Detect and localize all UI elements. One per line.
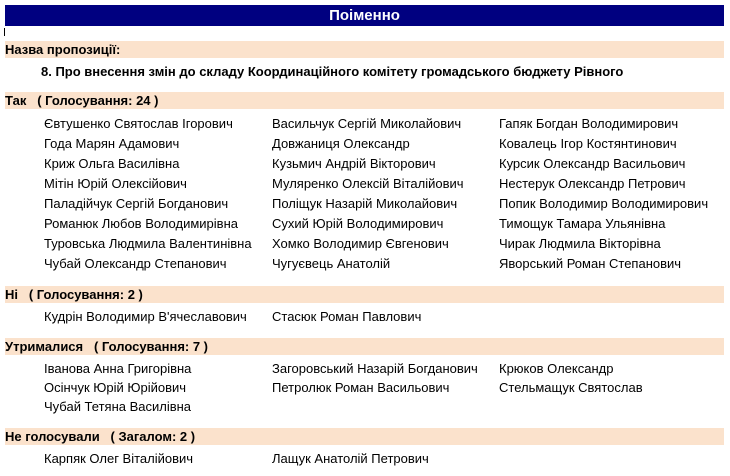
section-header-not-voted: Не голосували ( Загалом: 2 ) [5,428,724,445]
voter-name: Гапяк Богдан Володимирович [499,116,679,131]
voter-name: Чугуєвець Анатолій [272,256,391,271]
voter-name: Тимощук Тамара Ульянівна [499,216,666,231]
voter-name: Васильчук Сергій Миколайович [272,116,462,131]
voter-name: Карпяк Олег Віталійович [44,451,194,466]
voter-name: Года Марян Адамович [44,136,180,151]
voter-name: Нестерук Олександр Петрович [499,176,686,191]
voter-name: Туровська Людмила Валентинівна [44,236,252,251]
section-header-abstained: Утрималися ( Голосування: 7 ) [5,338,724,355]
voter-name: Євтушенко Святослав Ігорович [44,116,233,131]
voter-name: Лащук Анатолій Петрович [272,451,429,466]
voter-name: Мітін Юрій Олексійович [44,176,187,191]
voter-name: Романюк Любов Володимирівна [44,216,238,231]
proposal-title: 8. Про внесення змін до складу Координаційного комітету громадського бюджету Рівного [41,64,624,79]
page-title: Поіменно [5,5,724,26]
section-header-no: Ні ( Голосування: 2 ) [5,286,724,303]
section-header-yes: Так ( Голосування: 24 ) [5,92,724,109]
voter-name: Ковалець Ігор Костянтинович [499,136,677,151]
voter-name: Довжаниця Олександр [272,136,410,151]
voter-name: Загоровський Назарій Богданович [272,361,478,376]
voter-name: Паладійчук Сергій Богданович [44,196,229,211]
voter-name: Хомко Володимир Євгенович [272,236,449,251]
voter-name: Попик Володимир Володимирович [499,196,709,211]
voter-name: Чубай Олександр Степанович [44,256,227,271]
voter-name: Іванова Анна Григорівна [44,361,192,376]
voter-name: Осінчук Юрій Юрійович [44,380,187,395]
text-cursor [4,28,5,36]
voter-name: Крюков Олександр [499,361,614,376]
voter-name: Чубай Тетяна Василівна [44,399,192,414]
voter-name: Муляренко Олексій Віталійович [272,176,464,191]
voter-name: Кудрін Володимир В'ячеславович [44,309,247,324]
voter-name: Криж Ольга Василівна [44,156,180,171]
proposal-label: Назва пропозиції: [5,42,121,57]
voter-name: Поліщук Назарій Миколайович [272,196,458,211]
voter-name: Сухий Юрій Володимирович [272,216,444,231]
voter-name: Курсик Олександр Васильович [499,156,686,171]
proposal-label-band [5,41,724,58]
voter-name: Петролюк Роман Васильович [272,380,450,395]
voter-name: Кузьмич Андрій Вікторович [272,156,436,171]
voter-name: Яворський Роман Степанович [499,256,682,271]
voter-name: Стасюк Роман Павлович [272,309,422,324]
voter-name: Стельмащук Святослав [499,380,643,395]
voter-name: Чирак Людмила Вікторівна [499,236,661,251]
